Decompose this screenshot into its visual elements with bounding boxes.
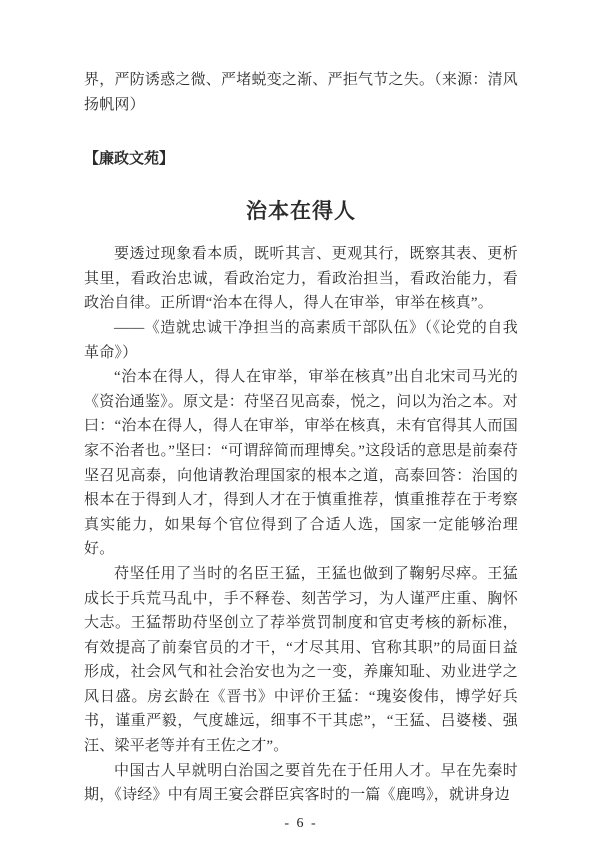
paragraph-wangmeng: 苻坚任用了当时的名臣王猛，王猛也做到了鞠躬尽瘁。王猛成长于兵荒马乱中，手不释卷、刻苦学习，为人谨严庄重、胸怀大志。王猛帮助苻坚创立了荐举赏罚制度和官吏考核的新标准，有效提高了前秦官员的才干，“才尽其用、官称其职”的局面日益形成，社会风气和社会治安也为之一变，养廉知耻、劝业进学之风日盛。房玄龄在《晋书》中评价王猛：“瑰姿俊伟，博学好兵书，谨重严毅，气度雄远，细事不干其虑”，“王猛、吕婆楼、强汪、梁平老等并有王佐之才”。 xyxy=(84,565,518,755)
paragraph-attribution: ——《造就忠诚干净担当的高素质干部队伍》（《论党的自我革命》） xyxy=(84,319,518,361)
page-footer xyxy=(84,814,518,833)
page-number: - 6 - xyxy=(284,815,318,831)
article-title: 治本在得人 xyxy=(246,199,356,224)
paragraph-source-quote: “治本在得人，得人在审举，审举在核真”出自北宋司马光的《资治通鉴》。原文是：苻坚召见高泰，悦之，问以为治之本。对曰：“治本在得人，得人在审举，审举在核真，未有官得其人而国家不治者也。”坚曰：“可谓辞简而理博矣。”这段话的意思是前秦苻坚召见高泰，向他请教治理国家的根本之道，高泰回答：治国的根本在于得到人才，得到人才在于慎重推荐，慎重推荐在于考察真实能力，如果每个官位得到了合适人选，国家一定能够治理好。 xyxy=(84,369,518,558)
section-header: 【廉政文苑】 xyxy=(84,151,175,168)
continuation-paragraph: 界，严防诱惑之微、严堵蜕变之渐、严拒气节之失。（来源：清风扬帆网） xyxy=(84,72,518,113)
paragraph-intro: 要透过现象看本质，既听其言、更观其行，既察其表、更析其里，看政治忠诚，看政治定力，看政治担当，看政治能力，看政治自律。正所谓“治本在得人，得人在审举，审举在核真”。 xyxy=(84,246,518,312)
paragraph-ancient-talent: 中国古人早就明白治国之要首先在于任用人才。早在先秦时期，《诗经》中有周王宴会群臣宾客时的一篇《鹿鸣》，就讲身边 xyxy=(84,762,518,804)
